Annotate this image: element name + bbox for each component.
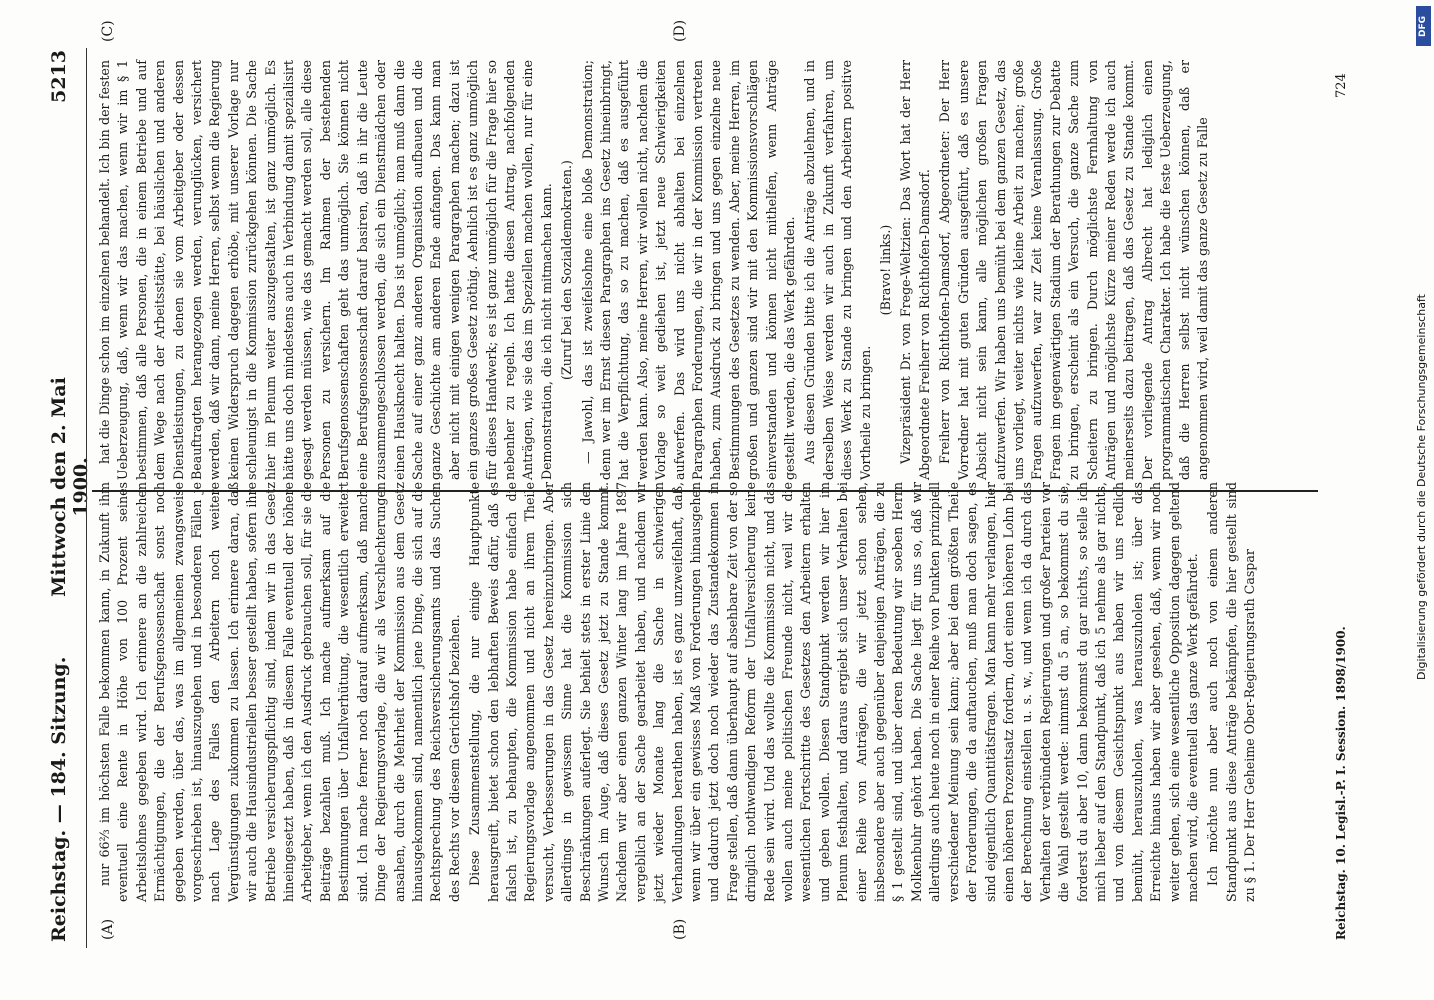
footer-page-number: 724 (1334, 73, 1349, 98)
left-column (96, 482, 1262, 902)
paragraph: hat die Dinge schon im einzelnen behandelt. Ich bin der festen Ueberzeugung, daß, wenn wir das machen, wenn wir im § 1 bestimmen, daß alle Personen, die in einem Betriebe und auf dem Wege nach der Arbeitsstätte, bei häuslichen und anderen Dienstleistungen, zu denen sie vom Arbeitgeber oder dessen Beauftragten herangezogen werden, verunglücken, versichert werden, daß wir dann, meine Herren, selbst wenn die Regierung keinen Widerspruch dagegen erhöbe, mit unserer Vorlage nur schleunigst in die Kommission zurückgehen können. Die Sache hier im Plenum weiter auszugestalten, ist ganz unmöglich. Es hätte uns doch mindestens auch in Verbindung damit spezialisirt gesagt werden müssen, wie das gemacht werden soll, alle diese Personen zu versichern. Im Rahmen der bestehenden Berufsgenossenschaften geht das unmöglich. Sie können nicht eine Berufsgenossenschaft darauf basiren, daß in ihr die Leute zusammengeschlossen werden, die sich ein Dienstmädchen oder einen Hausknecht halten. Das ist unmöglich; man muß dann die Sache auf einer ganz anderen Organisation aufbauen und die ganze Geschichte am anderen Ende anfangen. Das kann man aber nicht mit einigen wenigen Paragraphen machen; dazu ist ein ganzes großes Gesetz nöthig. Aehnlich ist es ganz unmöglich für dieses Handwerk; es ist ganz unmöglich für die Frage hier so nebenher zu regeln. Ich hatte diesen Antrag, nachfolgenden Anträgen, wie sie das im Speziellen machen wollen, nur für eine Demonstration, die ich nicht mitmachen kann. (97, 60, 554, 480)
margin-letter-b: (B) (672, 918, 688, 940)
paragraph: nur 66⅔ im höchsten Falle bekommen kann, in Zukunft ihm eventuell eine Rente in Höhe von 100 Prozent seines Arbeitslohnes gegeben wird. Ich erinnere an die zahlreichen Ermächtigungen, die der Berufsgenossenschaft sonst noch gegeben werden, über das, was im allgemeinen zwangsweise vorgeschrieben ist, hinauszugehen und in besonderen Fällen je nach Lage des Falles den Arbeitern noch weitere Vergünstigungen zukommen zu lassen. Ich erinnere daran, daß wir auch die Hausindustriellen besser gestellt haben, sofern ihre Betriebe versicherungspflichtig sind, indem wir in das Gesetz hineingesetzt haben, daß in diesem Falle eventuell der höhere Arbeitgeber, wenn ich den Ausdruck gebrauchen soll, für sie die Beiträge bezahlen muß. Ich mache aufmerksam auf die Bestimmungen über Unfallverhütung, die wesentlich erweitert sind. Ich mache ferner noch darauf aufmerksam, daß manche Dinge der Regierungsvorlage, die wir als Verschlechterungen ansahen, durch die Mehrheit der Kommission aus dem Gesetz hinausgekommen sind, namentlich jene Dinge, die sich auf die Rechtsprechung des Reichsversicherungsamts und das Suchen des Rechts vor diesem Gerichtshof beziehen. (97, 482, 462, 902)
paragraph: — Jawohl, das ist zweifelsohne eine bloße Demonstration; denn wer im Ernst diesen Paragraphen ins Gesetz hineinbringt, hat die Verpflichtung, das so zu machen, daß es ausgeführt werden kann. Also, meine Herren, wir wollen nicht, nachdem die Vorlage so weit gediehen ist, jetzt neue Schwierigkeiten aufwerfen. Das wird uns nicht abhalten bei einzelnen Paragraphen Forderungen, die wir in der Kommission vertreten haben, zum Ausdruck zu bringen und uns gegen einzelne neue Bestimmungen des Gesetzes zu wenden. Aber, meine Herren, im großen und ganzen sind wir mit den Kommissionsvorschlägen einverstanden und können nicht mithelfen, wenn Anträge gestellt werden, die das Werk gefährden. (579, 60, 798, 480)
margin-letter-c: (C) (100, 20, 116, 42)
dfg-logo: DFG (1416, 6, 1431, 46)
running-header-left: Reichstag. — 184. Sitzung. (48, 656, 70, 942)
right-column (96, 60, 1214, 480)
footer-citation: Reichstag. 10. Legisl.-P. I. Session. 1898/1900. (1334, 626, 1348, 940)
interjection: (Zuruf bei den Sozialdemokraten.) (559, 160, 575, 380)
paragraph: Diese Zusammenstellung, die nur einige Hauptpunkte herausgreift, bietet schon den lebhaften Beweis dafür, daß es falsch ist, zu behaupten, die Kommission habe einfach die Regierungsvorlage angenommen und nicht an ihrem Theile versucht, Verbesserungen in das Gesetz hereinzubringen. Aber allerdings in gewissem Sinne hat die Kommission sich Beschränkungen auferlegt. Sie behielt stets in erster Linie den Wunsch im Auge, daß dieses Gesetz jetzt zu Stande kommt. Nachdem wir aber einen ganzen Winter lang im Jahre 1897 vergeblich an der Sache gearbeitet haben, und nachdem wir jetzt wieder Monate lang die Sache in schwierigen Verhandlungen berathen haben, ist es ganz unzweifelhaft, daß, wenn wir über ein gewisses Maß von Forderungen hinausgehen und dadurch jetzt doch noch wieder das Zustandekommen in Frage stellen, daß dann überhaupt auf absehbare Zeit von der so dringlich nothwendigen Reform der Unfallversicherung keine Rede sein wird. Und das wollte die Kommission nicht, und das wollen auch meine politischen Freunde nicht, weil wir die wesentlichen Fortschritte des Gesetzes den Arbeitern erhalten und geben wollen. Diesen Standpunkt werden wir hier im Plenum festhalten, und daraus ergiebt sich unser Verhalten bei einer Reihe von Anträgen, die wir jetzt schon sehen, insbesondere aber auch gegenüber denjenigen Anträgen, die zu § 1 gestellt sind, und über deren Bedeutung wir soeben Herrn Molkenbuhr gehört haben. Die Sache liegt für uns so, daß wir allerdings auch heute noch in einer Reihe von Punkten prinzipiell verschiedener Meinung sein kann; aber bei dem größten Theile der Forderungen, die da auftauchen, muß man doch sagen, es sind eigentlich Quantitätsfragen. Man kann mehr verlangen, hier einen höheren Prozentsatz fordern, dort einen höheren Lohn bei der Berechnung einstellen u. s. w., und wenn ich da durch das Verhalten der verbündeten Regierungen und großer Parteien vor die Wahl gestellt werde: nimmst du 5 an, so bekommst du sie, forderst du aber 10, dann bekommst du gar nichts, so stelle ich mich lieber auf den Standpunkt, daß ich 5 nehme als gar nichts, und von diesem Gesichtspunkt aus haben wir uns redlich bemüht, herauszuholen, was herauszuholen ist; über das Erreichte hinaus haben wir aber gesehen, daß, wenn wir noch weiter gehen, sich eine wesentliche Opposition dagegen geltend machen wird, die eventuell das ganze Werk gefährdet. (467, 482, 1200, 902)
paragraph: Aus diesen Gründen bitte ich die Anträge abzulehnen, und in derselben Weise werden wir auch in Zukunft verfahren, um dieses Werk zu Stande zu bringen und den Arbeitern positive Vortheile zu bringen. (802, 60, 873, 480)
margin-letter-d: (D) (672, 19, 688, 42)
margin-letter-a: (A) (100, 918, 116, 940)
column-divider (92, 490, 1318, 492)
interjection: (Bravo! links.) (878, 224, 894, 316)
running-header-date: Mittwoch den 2. Mai 1900. (48, 377, 92, 597)
paragraph: Freiherr von Richthofen-Damsdorf, Abgeordneter: Der Herr Vorredner hat mit guten Gründen ausgeführt, daß es unsere Absicht nicht sein kann, alle möglichen großen Fragen aufzuwerfen. Wir haben uns bemüht bei dem ganzen Gesetz, das uns vorliegt, weiter nichts wie kleine Arbeit zu machen; große Fragen aufzuwerfen, war zur Zeit keine Veranlassung. Große Fragen im gegenwärtigen Stadium der Berathungen zur Debatte zu bringen, erscheint als ein Versuch, die ganze Sache zum Scheitern zu bringen. Durch möglichste Fernhaltung von Anträgen und möglichste Kürze meiner Reden werde ich auch meinerseits dazu beitragen, daß das Gesetz zu Stande kommt. Der vorliegende Antrag Albrecht hat lediglich einen programmatischen Charakter. Ich habe die feste Ueberzeugung, daß die Herren selbst nicht wünschen können, daß er angenommen wird, weil damit das ganze Gesetz zu Falle (937, 60, 1210, 480)
header-rule (86, 48, 87, 948)
paragraph: Ich möchte nun aber auch noch von einem anderen Standpunkt aus diese Anträge bekämpfen, die hier gestellt sind zu § 1. Der Herr Geheime Ober-Regierungsrath Caspar (1205, 482, 1258, 902)
paragraph: Vizepräsident Dr. von Frege-Weltzien: Das Wort hat der Herr Abgeordnete Freiherr von Richthofen-Damsdorf. (898, 60, 932, 480)
dfg-credit-text: Digitalisierung gefördert durch die Deutsche Forschungsgemeinschaft (1415, 294, 1428, 680)
page-number: 5213 (48, 50, 70, 103)
